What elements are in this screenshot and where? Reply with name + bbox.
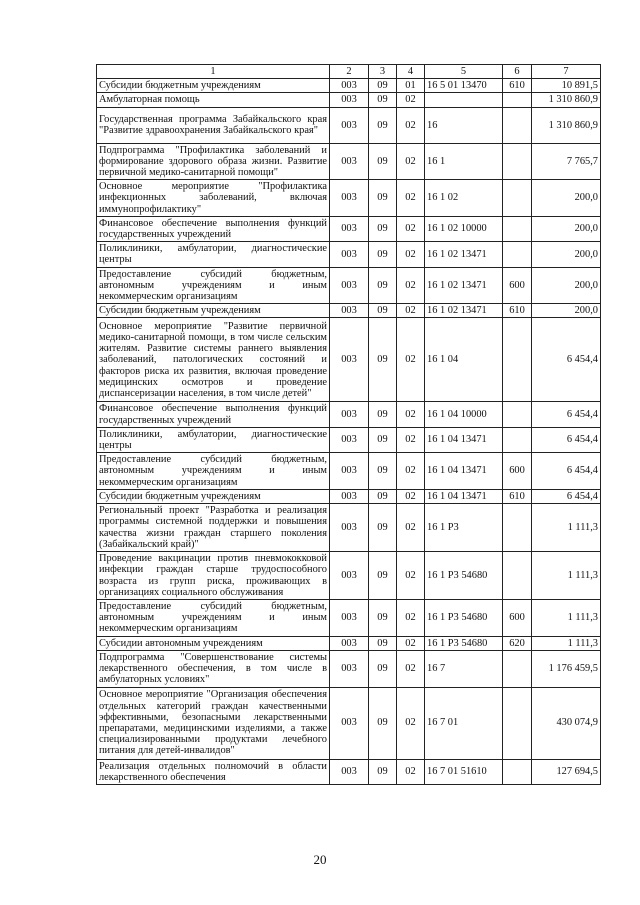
expense-type-code [503, 216, 532, 241]
subsection-code: 02 [397, 267, 425, 304]
subsection-code: 02 [397, 453, 425, 490]
amount: 200,0 [532, 242, 601, 267]
amount: 1 176 459,5 [532, 650, 601, 687]
subsection-code: 02 [397, 93, 425, 107]
amount: 1 111,3 [532, 504, 601, 552]
section-code: 09 [369, 650, 397, 687]
admin-code: 003 [330, 242, 369, 267]
target-article-code: 16 1 04 [425, 318, 503, 402]
table-row [97, 216, 601, 241]
section-code: 09 [369, 636, 397, 650]
expense-type-code [503, 552, 532, 600]
amount: 1 111,3 [532, 600, 601, 637]
amount: 6 454,4 [532, 402, 601, 427]
admin-code: 003 [330, 180, 369, 217]
target-article-code: 16 1 02 13471 [425, 267, 503, 304]
row-name: Субсидии автономным учреждениям [97, 636, 330, 650]
amount: 10 891,5 [532, 79, 601, 93]
table-row [97, 180, 601, 217]
subsection-code: 02 [397, 402, 425, 427]
admin-code: 003 [330, 759, 369, 784]
expense-type-code: 610 [503, 304, 532, 318]
table-row [97, 242, 601, 267]
subsection-code: 02 [397, 600, 425, 637]
row-name: Финансовое обеспечение выполнения функций государственных учреждений [97, 402, 330, 427]
subsection-code: 02 [397, 180, 425, 217]
subsection-code: 02 [397, 552, 425, 600]
amount: 1 310 860,9 [532, 93, 601, 107]
amount: 200,0 [532, 180, 601, 217]
amount: 6 454,4 [532, 453, 601, 490]
subsection-code: 02 [397, 504, 425, 552]
subsection-code: 02 [397, 143, 425, 180]
row-name: Предоставление субсидий бюджетным, автономным учреждениям и иным некоммерческим организациям [97, 453, 330, 490]
admin-code: 003 [330, 453, 369, 490]
admin-code: 003 [330, 489, 369, 503]
section-code: 09 [369, 687, 397, 759]
table-header-row [97, 65, 601, 79]
column-number-4: 4 [397, 65, 425, 79]
row-name: Подпрограмма "Совершенствование системы лекарственного обеспечения, в том числе в амбулаторных условиях" [97, 650, 330, 687]
target-article-code: 16 1 P3 54680 [425, 636, 503, 650]
target-article-code: 16 [425, 107, 503, 143]
subsection-code: 02 [397, 759, 425, 784]
expense-type-code: 610 [503, 489, 532, 503]
row-name: Основное мероприятие "Организация обеспечения отдельных категорий граждан качественными эффективными, безопасными лекарственными препаратами, медицинскими изделиями, а также специализированными продуктами лечебного питания для детей-инвалидов" [97, 687, 330, 759]
admin-code: 003 [330, 216, 369, 241]
target-article-code: 16 5 01 13470 [425, 79, 503, 93]
admin-code: 003 [330, 79, 369, 93]
target-article-code: 16 1 04 10000 [425, 402, 503, 427]
table-row [97, 93, 601, 107]
amount: 6 454,4 [532, 427, 601, 452]
table-row [97, 687, 601, 759]
expense-type-code [503, 504, 532, 552]
expense-type-code [503, 318, 532, 402]
subsection-code: 02 [397, 318, 425, 402]
target-article-code: 16 1 04 13471 [425, 489, 503, 503]
table-row [97, 107, 601, 143]
section-code: 09 [369, 453, 397, 490]
subsection-code: 02 [397, 427, 425, 452]
target-article-code: 16 1 02 13471 [425, 304, 503, 318]
section-code: 09 [369, 216, 397, 241]
expense-type-code [503, 759, 532, 784]
table-row [97, 489, 601, 503]
target-article-code: 16 7 01 51610 [425, 759, 503, 784]
column-number-5: 5 [425, 65, 503, 79]
row-name: Поликлиники, амбулатории, диагностические центры [97, 427, 330, 452]
section-code: 09 [369, 143, 397, 180]
target-article-code: 16 1 02 10000 [425, 216, 503, 241]
amount: 430 074,9 [532, 687, 601, 759]
subsection-code: 02 [397, 107, 425, 143]
table-row [97, 79, 601, 93]
admin-code: 003 [330, 552, 369, 600]
expense-type-code [503, 242, 532, 267]
admin-code: 003 [330, 600, 369, 637]
subsection-code: 02 [397, 650, 425, 687]
admin-code: 003 [330, 107, 369, 143]
target-article-code: 16 1 P3 54680 [425, 600, 503, 637]
expense-type-code [503, 107, 532, 143]
subsection-code: 01 [397, 79, 425, 93]
section-code: 09 [369, 79, 397, 93]
table-row [97, 427, 601, 452]
section-code: 09 [369, 600, 397, 637]
expense-type-code [503, 143, 532, 180]
table-row [97, 143, 601, 180]
section-code: 09 [369, 402, 397, 427]
subsection-code: 02 [397, 687, 425, 759]
row-name: Субсидии бюджетным учреждениям [97, 304, 330, 318]
column-number-3: 3 [369, 65, 397, 79]
target-article-code [425, 93, 503, 107]
row-name: Субсидии бюджетным учреждениям [97, 79, 330, 93]
column-number-2: 2 [330, 65, 369, 79]
section-code: 09 [369, 107, 397, 143]
column-number-1: 1 [97, 65, 330, 79]
expense-type-code [503, 402, 532, 427]
table-row [97, 650, 601, 687]
row-name: Предоставление субсидий бюджетным, автономным учреждениям и иным некоммерческим организациям [97, 267, 330, 304]
admin-code: 003 [330, 650, 369, 687]
admin-code: 003 [330, 267, 369, 304]
table-row [97, 304, 601, 318]
row-name: Подпрограмма "Профилактика заболеваний и формирование здорового образа жизни. Развитие первичной медико-санитарной помощи" [97, 143, 330, 180]
target-article-code: 16 1 04 13471 [425, 427, 503, 452]
amount: 7 765,7 [532, 143, 601, 180]
section-code: 09 [369, 427, 397, 452]
column-number-6: 6 [503, 65, 532, 79]
admin-code: 003 [330, 402, 369, 427]
table-row [97, 318, 601, 402]
section-code: 09 [369, 242, 397, 267]
row-name: Финансовое обеспечение выполнения функций государственных учреждений [97, 216, 330, 241]
amount: 6 454,4 [532, 489, 601, 503]
admin-code: 003 [330, 636, 369, 650]
admin-code: 003 [330, 304, 369, 318]
expense-type-code [503, 427, 532, 452]
expense-type-code [503, 650, 532, 687]
expense-type-code: 600 [503, 453, 532, 490]
subsection-code: 02 [397, 242, 425, 267]
expense-type-code [503, 93, 532, 107]
subsection-code: 02 [397, 489, 425, 503]
table-row [97, 402, 601, 427]
target-article-code: 16 7 01 [425, 687, 503, 759]
section-code: 09 [369, 318, 397, 402]
target-article-code: 16 1 P3 54680 [425, 552, 503, 600]
table-row [97, 552, 601, 600]
table-row [97, 267, 601, 304]
amount: 1 111,3 [532, 552, 601, 600]
row-name: Проведение вакцинации против пневмококковой инфекции граждан старше трудоспособного возраста из групп риска, проживающих в организациях социального обслуживания [97, 552, 330, 600]
row-name: Реализация отдельных полномочий в области лекарственного обеспечения [97, 759, 330, 784]
expense-type-code: 600 [503, 600, 532, 637]
target-article-code: 16 1 02 [425, 180, 503, 217]
expense-type-code: 610 [503, 79, 532, 93]
row-name: Государственная программа Забайкальского края "Развитие здравоохранения Забайкальского края" [97, 107, 330, 143]
table-row [97, 636, 601, 650]
section-code: 09 [369, 489, 397, 503]
target-article-code: 16 1 P3 [425, 504, 503, 552]
subsection-code: 02 [397, 216, 425, 241]
amount: 1 310 860,9 [532, 107, 601, 143]
table-row [97, 759, 601, 784]
amount: 200,0 [532, 304, 601, 318]
section-code: 09 [369, 304, 397, 318]
row-name: Основное мероприятие "Профилактика инфекционных заболеваний, включая иммунопрофилактику" [97, 180, 330, 217]
subsection-code: 02 [397, 304, 425, 318]
expense-type-code: 600 [503, 267, 532, 304]
amount: 200,0 [532, 267, 601, 304]
admin-code: 003 [330, 143, 369, 180]
target-article-code: 16 1 02 13471 [425, 242, 503, 267]
table-row [97, 504, 601, 552]
admin-code: 003 [330, 318, 369, 402]
row-name: Субсидии бюджетным учреждениям [97, 489, 330, 503]
amount: 1 111,3 [532, 636, 601, 650]
section-code: 09 [369, 759, 397, 784]
page-number: 20 [313, 852, 327, 867]
expense-type-code: 620 [503, 636, 532, 650]
section-code: 09 [369, 93, 397, 107]
column-number-7: 7 [532, 65, 601, 79]
section-code: 09 [369, 267, 397, 304]
section-code: 09 [369, 552, 397, 600]
row-name: Предоставление субсидий бюджетным, автономным учреждениям и иным некоммерческим организациям [97, 600, 330, 637]
table-row [97, 600, 601, 637]
target-article-code: 16 1 04 13471 [425, 453, 503, 490]
amount: 200,0 [532, 216, 601, 241]
admin-code: 003 [330, 687, 369, 759]
admin-code: 003 [330, 93, 369, 107]
subsection-code: 02 [397, 636, 425, 650]
admin-code: 003 [330, 427, 369, 452]
row-name: Региональный проект "Разработка и реализация программы системной поддержки и повышения качества жизни граждан старшего поколения (Забайкальский край)" [97, 504, 330, 552]
amount: 6 454,4 [532, 318, 601, 402]
row-name: Основное мероприятие "Развитие первичной медико-санитарной помощи, в том числе сельским жителям. Развитие системы раннего выявления заболеваний, патологических состояний и факторов риска их развития, включая проведение медицинских осмотров и проведение диспансеризации населения, в том числе детей" [97, 318, 330, 402]
target-article-code: 16 7 [425, 650, 503, 687]
row-name: Поликлиники, амбулатории, диагностические центры [97, 242, 330, 267]
target-article-code: 16 1 [425, 143, 503, 180]
expense-type-code [503, 180, 532, 217]
expense-type-code [503, 687, 532, 759]
amount: 127 694,5 [532, 759, 601, 784]
row-name: Амбулаторная помощь [97, 93, 330, 107]
section-code: 09 [369, 180, 397, 217]
budget-table [96, 64, 601, 785]
section-code: 09 [369, 504, 397, 552]
admin-code: 003 [330, 504, 369, 552]
table-row [97, 453, 601, 490]
